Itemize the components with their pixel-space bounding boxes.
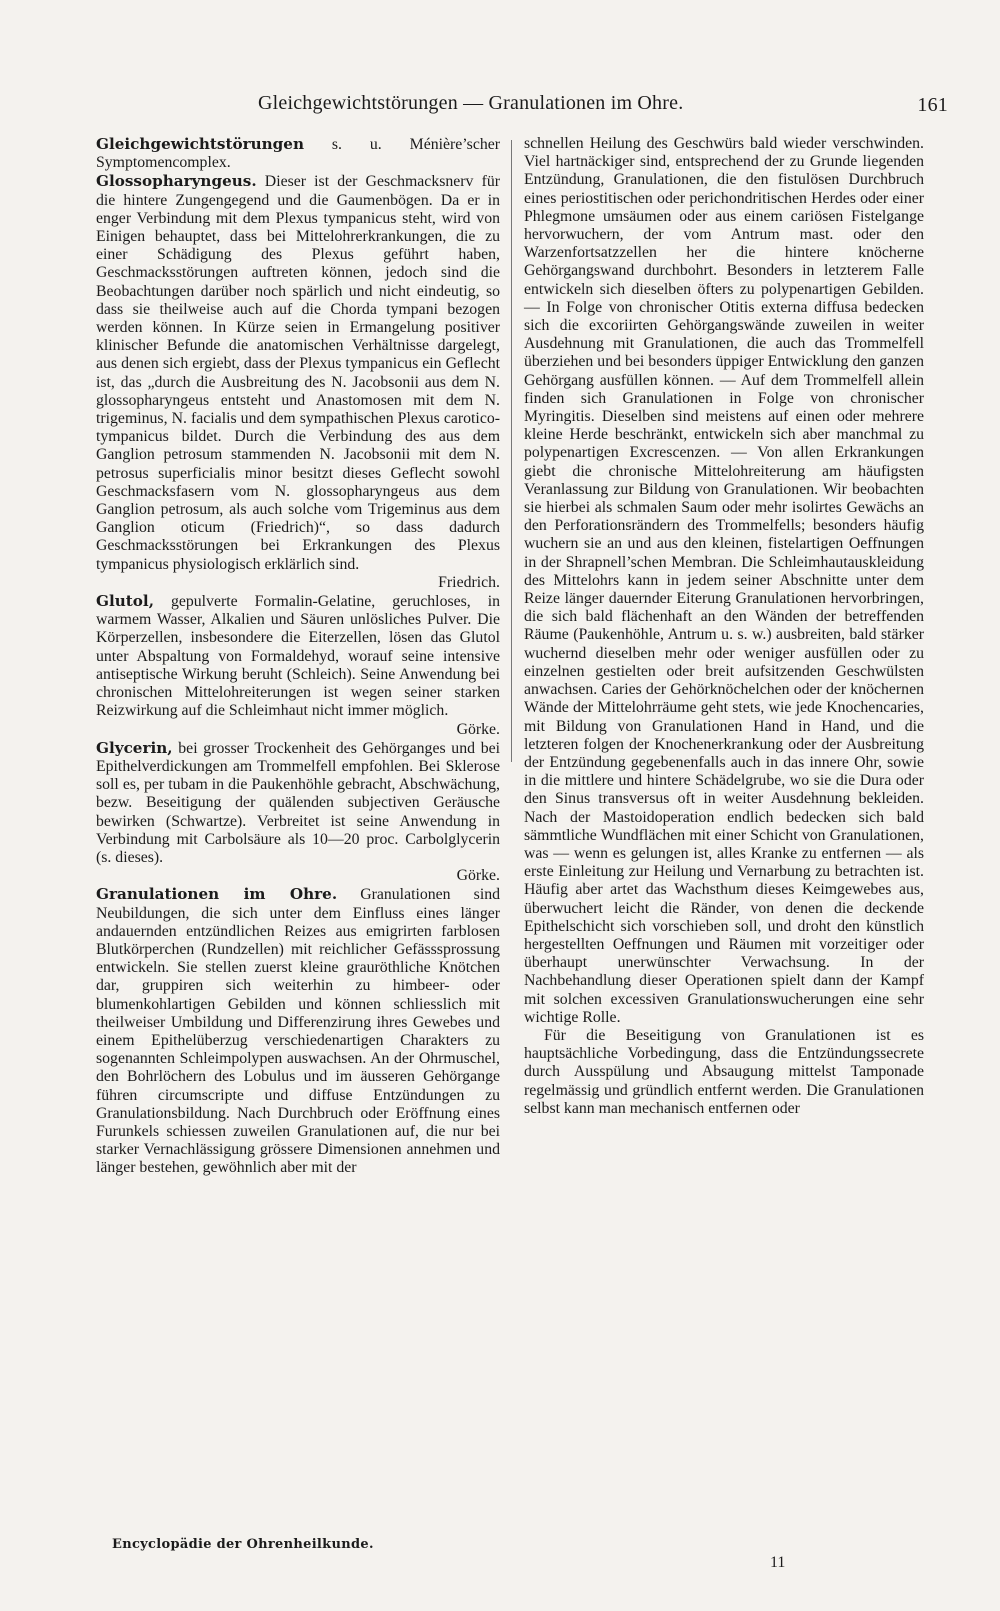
author-signature: Görke. — [456, 867, 500, 885]
paragraph — [96, 135, 500, 172]
entry-headword: Glycerin, — [96, 738, 173, 757]
entry-headword: Gleichgewichtstörungen — [96, 135, 304, 153]
entry-text: Dieser ist der Geschmacksnerv für die hintere Zungengegend und die Gaumenbögen. Da er in enger Verbindung mit dem Plexus tympanicus steht, wird von Einigen behauptet, dass bei Mittelohrerkrankungen, die zu einer Schädigung des Plexus geführt haben, Geschmacksstörungen auftreten können, jedoch sind die Beobachtungen darüber noch spärlich und nicht eindeutig, so dass sie theilweise auch auf die Chorda tympani bezogen werden können. In Kürze seien in Ermangelung positiver klinischer Befunde die anatomischen Verhältnisse dargelegt, aus denen sich ergiebt, dass der Plexus tympanicus ein Geflecht ist, das „durch die Ausbreitung des N. Jacobsonii aus dem N. glossopharyngeus entsteht und Anastomosen mit dem N. trigeminus, N. facialis und dem sympathischen Plexus carotico-tympanicus bildet. Durch die Verbindung des aus dem Ganglion petrosum stammenden N. Jacobsonii mit dem N. petrosus superficialis minor besitzt dieses Geflecht sowohl Geschmacksfasern vom N. glossopharyngeus aus dem Ganglion petrosum, als auch solche vom Trigeminus aus dem Ganglion oticum (Friedrich)“, so dass dadurch Geschmacksstörungen bei Erkrankungen des Plexus tympanicus physiologisch erklärlich sind. — [96, 173, 500, 573]
page-number: 161 — [917, 94, 948, 116]
right-column — [524, 135, 924, 1118]
footer-publication: Encyclopädie der Ohrenheilkunde. — [112, 1537, 374, 1552]
paragraph — [96, 885, 500, 1177]
author-signature: Friedrich. — [438, 573, 500, 591]
paragraph — [96, 172, 500, 592]
paragraph — [524, 1027, 924, 1118]
entry-text: gepulverte Formalin-Gelatine, geruchloses, in warmem Wasser, Alkalien und Säuren unlösliches Pulver. Die Körperzellen, insbesondere die Eiterzellen, lösen das Glutol unter Abspaltung von Formaldehyd, worauf seine intensive antiseptische Wirkung beruht (Schleich). Seine Anwendung bei chronischen Mittelohreiterungen ist wegen seiner starken Reizwirkung auf die Schleimhaut nicht immer möglich. — [96, 593, 500, 720]
entry-text: bei grosser Trockenheit des Gehörganges und bei Epithelverdickungen am Trommelfell empfohlen. Bei Sklerose soll es, per tubam in die Paukenhöhle gebracht, Abschwächung, bezw. Beseitigung der quälenden subjectiven Geräusche bewirken (Schwartze). Verbreitet ist seine Anwendung in Verbindung mit Carbolsäure als 10—20 proc. Carbolglycerin (s. dieses). — [96, 739, 500, 866]
paragraph — [96, 592, 500, 739]
running-title: Gleichgewichtstörungen — Granulationen im Ohre. — [258, 92, 684, 114]
paragraph — [524, 135, 924, 1027]
author-signature: Görke. — [456, 720, 500, 738]
entry-text: Granulationen sind Neubildungen, die sich unter dem Einfluss eines länger andauernden entzündlichen Reizes aus emigrirten farblosen Blutkörperchen (Rundzellen) mit reichlicher Gefässsprossung entwickeln. Sie stellen zuerst kleine grauröthliche Knötchen dar, gruppiren sich weiterhin zu himbeer- oder blumenkohlartigen Gebilden und können schliesslich mit theilweiser Umbildung und Differenzirung ihres Gewebes und einem Epithelüberzug verschiedenartigen Charakters zu sogenannten Schleimpolypen auswachsen. An der Ohrmuschel, den Bohrlöchern des Lobulus und im äusseren Gehörgange führen circumscripte und diffuse Entzündungen zu Granulationsbildung. Nach Durchbruch oder Eröffnung eines Furunkels schiessen zuweilen Granulationen auf, die nur bei starker Vernachlässigung grössere Dimensionen annehmen und länger bestehen, gewöhnlich aber mit der — [96, 886, 500, 1177]
entry-text: schnellen Heilung des Geschwürs bald wieder verschwinden. Viel hartnäckiger sind, entsprechend der zu Grunde liegenden Entzündung, Granulationen, die den fistulösen Durchbruch eines periostitischen oder perichondritischen Herdes oder einer Phlegmone umsäumen oder aus einem cariösen Fistelgange hervorwuchern, der vom Antrum mast. oder den Warzenfortsatzzellen her die hintere knöcherne Gehörgangswand durchbohrt. Besonders in letzterem Falle entwickeln sich dieselben öfters zu polypenartigen Gebilden. — In Folge von chronischer Otitis externa diffusa bedecken sich die excoriirten Gehörgangswände zuweilen in weiter Ausdehnung mit Granulationen, die auch das Trommelfell überziehen und bei besonders üppiger Entwicklung den ganzen Gehörgang ausfüllen können. — Auf dem Trommelfell allein finden sich Granulationen in Folge von chronischer Myringitis. Dieselben sind meistens auf einen oder mehrere kleine Herde beschränkt, entwickeln sich aber manchmal zu polypenartigen Excrescenzen. — Von allen Erkrankungen giebt die chronische Mittelohreiterung am häufigsten Veranlassung zur Bildung von Granulationen. Wir beobachten sie hierbei als schmalen Saum oder mehr isolirtes Gewächs an den Perforationsrändern des Trommelfells; besonders häufig wuchern sie an und aus den kleinen, fistelartigen Oeffnungen in der Shrapnell’schen Membran. Die Schleimhautauskleidung des Mittelohrs kann in jedem seiner Abschnitte unter dem Reize länger dauernder Eiterung Granulationen hervorbringen, die sich bald flächenhaft an den Wänden der betreffenden Räume (Paukenhöhle, Antrum u. s. w.) ausbreiten, bald stärker wuchernd dieselben mehr oder weniger ausfüllen oder zu einzelnen gestielten oder breit aufsitzenden Geschwülsten anwachsen. Caries der Gehörknöchelchen oder der knöchernen Wände der Mittelohrräume geht stets, wie jede Knochencaries, mit Bildung von Granulationen Hand in Hand, und die letzteren folgen der Knochenerkrankung oder der Ausbreitung der Entzündung gegebenenfalls auch in das innere Ohr, sowie in die mittlere und hintere Schädelgrube, wo sie die Dura oder den Sinus transversus oft in weiter Ausdehnung bekleiden. Nach der Mastoidoperation endlich bedecken sich bald sämmtliche Wundflächen mit einer Schicht von Granulationen, was — wenn es gelungen ist, alles Kranke zu entfernen — als erste Einleitung zur Heilung und Vernarbung zu betrachten ist. Häufig aber artet das Wachsthum dieses Keimgewebes aus, überwuchert leicht die Ränder, von denen die deckende Epithelschicht sich vorschieben soll, und droht den künstlich hergestellten Oeffnungen und Räumen mit vorzeitiger oder überhaupt unerwünschter Verwachsung. In der Nachbehandlung dieser Operationen spielt dann der Kampf mit solchen excessiven Granulationswucherungen eine sehr wichtige Rolle. — [524, 135, 924, 1026]
entry-headword: Glutol, — [96, 592, 154, 611]
entry-headword: Glossopharyngeus. — [96, 172, 257, 191]
signature-mark: 11 — [770, 1554, 786, 1571]
entry-text: s. u. Ménière’scher Symptomencomplex. — [96, 136, 500, 172]
entry-text: Für die Beseitigung von Granulationen ist es hauptsächliche Vorbedingung, dass die Entzündungssecrete durch Ausspülung und Absaugung mittelst Tamponade regelmässig und gründlich entfernt werden. Die Granulationen selbst kann man mechanisch entfernen oder — [524, 1026, 924, 1117]
left-column — [96, 135, 500, 1178]
entry-headword: Granulationen im Ohre. — [96, 885, 338, 904]
column-divider — [511, 140, 512, 762]
paragraph — [96, 739, 500, 886]
